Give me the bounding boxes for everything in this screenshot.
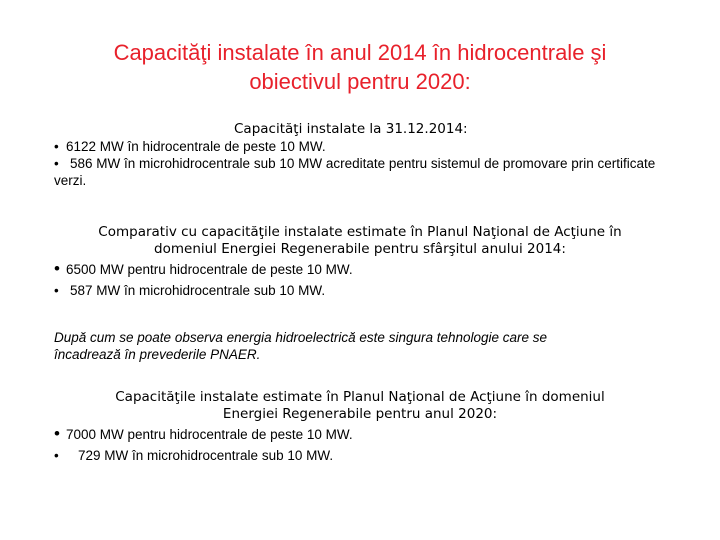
pnaer-2020-heading-line-2: Energiei Regenerabile pentru anul 2020: [222, 406, 498, 422]
pnaer-note-line-1: După cum se poate observa energia hidroelectrică este singura tehnologie care se [54, 330, 548, 345]
slide-title [60, 38, 660, 96]
list-item [54, 282, 666, 299]
bullet-text: 587 MW în microhidrocentrale sub 10 MW. [70, 283, 326, 298]
list-item [54, 426, 666, 443]
pnaer-2014-heading-line-1: Comparativ cu capacităţile instalate estimate în Planul Naţional de Acţiune în [98, 224, 622, 240]
pnaer-2020-heading [54, 389, 666, 423]
bullet-icon: • [54, 139, 59, 154]
bullet-text: 586 MW în microhidrocentrale sub 10 MW acreditate pentru sistemul de promovare prin certificate verzi. [54, 156, 656, 188]
bullet-icon: • [54, 259, 60, 278]
pnaer-2014-heading-line-2: domeniul Energiei Regenerabile pentru sfârşitul anului 2014: [154, 241, 566, 257]
bullet-text: 7000 MW pentru hidrocentrale de peste 10 MW. [66, 427, 353, 442]
list-item [54, 138, 666, 155]
pnaer-2020-heading-line-1: Capacităţile instalate estimate în Planul Naţional de Acţiune în domeniul [115, 389, 605, 405]
pnaer-2014-comparison-section [54, 224, 666, 299]
installed-capacity-2014-heading: Capacităţi instalate la 31.12.2014: [234, 121, 468, 137]
slide-title-line-2: obiectivul pentru 2020: [249, 69, 471, 94]
list-item [54, 261, 666, 278]
pnaer-2020-section [54, 389, 666, 464]
installed-capacity-2014-section [54, 121, 666, 189]
pnaer-2014-heading [54, 224, 666, 258]
bullet-text: 729 MW în microhidrocentrale sub 10 MW. [78, 448, 334, 463]
list-item [54, 155, 666, 189]
bullet-icon: • [54, 448, 59, 463]
slide-title-line-1: Capacităţi instalate în anul 2014 în hidrocentrale şi [113, 40, 607, 65]
bullet-icon: • [54, 424, 60, 443]
bullet-text: 6500 MW pentru hidrocentrale de peste 10 MW. [66, 262, 353, 277]
bullet-icon: • [54, 156, 59, 171]
list-item [54, 447, 666, 464]
bullet-icon: • [54, 283, 59, 298]
pnaer-note-line-2: încadrează în prevederile PNAER. [54, 347, 261, 362]
pnaer-note [54, 329, 666, 363]
bullet-text: 6122 MW în hidrocentrale de peste 10 MW. [66, 139, 326, 154]
